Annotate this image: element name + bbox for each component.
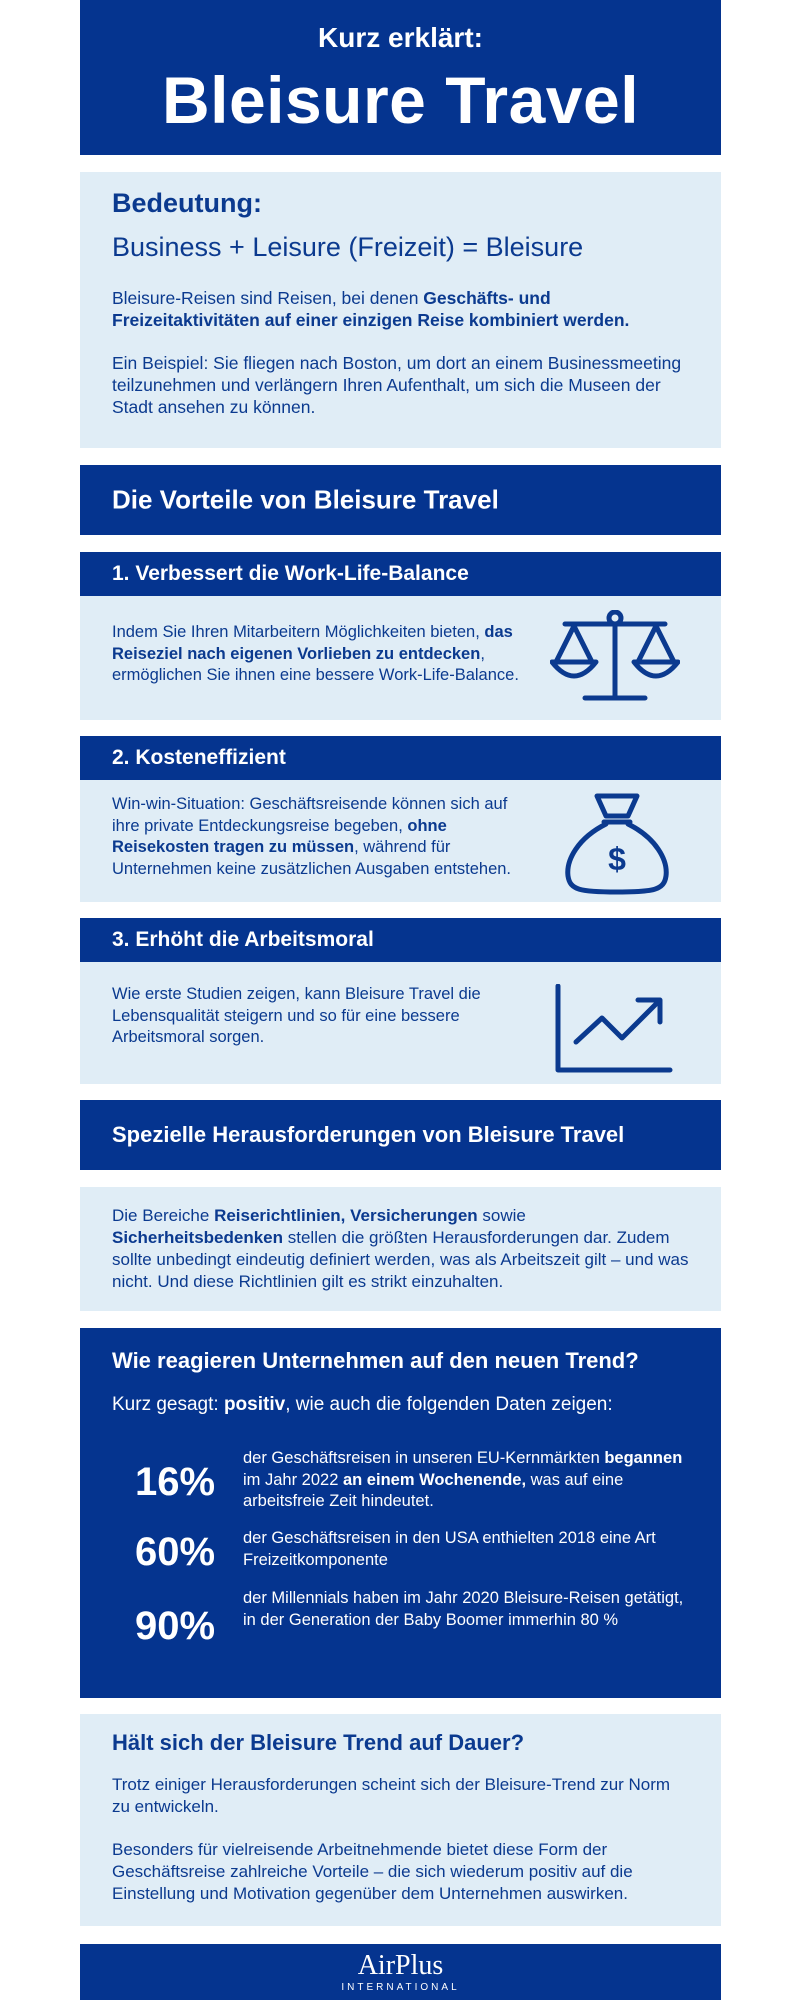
- stat-value: 60%: [135, 1530, 216, 1574]
- header-kicker: Kurz erklärt:: [318, 22, 483, 53]
- stat-text: der Millennials haben im Jahr 2020 Bleisure-Reisen getätigt, in der Generation der Baby Boomer immerhin 80 %: [243, 1589, 684, 1629]
- future-paragraph-2: Besonders für vielreisende Arbeitnehmende bietet diese Form der Geschäftsreise zahlreiche Vorteile – die sich wiederum positiv auf die Einstellung und Motivation gegenüber dem Unternehmen auswirken.: [112, 1840, 633, 1903]
- advantage-1-title: 1. Verbessert die Work-Life-Balance: [112, 562, 469, 585]
- advantage-3-header: [80, 918, 721, 962]
- advantage-3-title: 3. Erhöht die Arbeitsmoral: [112, 928, 374, 951]
- meaning-paragraph-2: Ein Beispiel: Sie fliegen nach Boston, um dort an einem Businessmeeting teilzunehmen und verlängern Ihren Aufenthalt, um sich die Museen der Stadt ansehen zu können.: [112, 353, 682, 417]
- balance-scale-icon: [550, 610, 680, 710]
- stat-value: 90%: [135, 1604, 216, 1648]
- svg-text:$: $: [608, 841, 626, 877]
- challenges-text: Die Bereiche Reiserichtlinien, Versicherungen sowie Sicherheitsbedenken stellen die größten Herausforderungen dar. Zudem sollte unbedingt eindeutig definiert werden, was als Arbeitszeit gilt – und was nicht. Und diese Richtlinien gilt es strikt einzuhalten.: [112, 1206, 689, 1291]
- page-title: Bleisure Travel: [161, 63, 640, 137]
- meaning-paragraph-1: Bleisure-Reisen sind Reisen, bei denen Geschäfts- und Freizeitaktivitäten auf einer einzigen Reise kombiniert werden.: [112, 288, 630, 330]
- stat-value: 16%: [135, 1460, 216, 1504]
- reaction-section: [80, 1328, 721, 1698]
- meaning-heading: Bedeutung:: [112, 188, 262, 218]
- advantage-2-title: 2. Kosteneffizient: [112, 746, 286, 769]
- advantage-1-header: [80, 552, 721, 596]
- advantage-3-card: [80, 962, 721, 1084]
- airplus-logo-subtitle: INTERNATIONAL: [341, 1982, 460, 1993]
- stat-text: der Geschäftsreisen in unseren EU-Kernmärkten begannen im Jahr 2022 an einem Wochenende, was auf eine arbeitsfreie Zeit hindeutet.: [243, 1449, 683, 1510]
- meaning-formula: Business + Leisure (Freizeit) = Bleisure: [112, 232, 584, 262]
- meaning-section: [80, 172, 721, 448]
- advantage-2-text: Win-win-Situation: Geschäftsreisende können sich auf ihre private Entdeckungsreise begeben, ohne Reisekosten tragen zu müssen, während für Unternehmen keine zusätzlichen Ausgaben entstehen.: [112, 795, 512, 878]
- trend-up-chart-icon: [554, 984, 676, 1076]
- advantage-2-header: [80, 736, 721, 780]
- future-section: [80, 1714, 721, 1926]
- challenges-banner: [80, 1100, 721, 1170]
- advantages-banner: [80, 465, 721, 535]
- challenges-title: Spezielle Herausforderungen von Bleisure Travel: [112, 1122, 625, 1147]
- advantage-1-text: Indem Sie Ihren Mitarbeitern Möglichkeiten bieten, das Reiseziel nach eigenen Vorlieben zu entdecken, ermöglichen Sie ihnen eine bessere Work-Life-Balance.: [112, 623, 519, 684]
- stat-text: der Geschäftsreisen in den USA enthielten 2018 eine Art Freizeitkomponente: [243, 1529, 656, 1569]
- future-paragraph-1: Trotz einiger Herausforderungen scheint sich der Bleisure-Trend zur Norm zu entwickeln.: [112, 1775, 671, 1816]
- challenges-card: [80, 1187, 721, 1311]
- airplus-logo: AirPlus: [357, 1950, 444, 1981]
- advantage-2-card: [80, 780, 721, 902]
- advantage-3-text: Wie erste Studien zeigen, kann Bleisure Travel die Lebensqualität steigern und so für eine bessere Arbeitsmoral sorgen.: [112, 985, 481, 1046]
- footer-logo-bar: [80, 1944, 721, 2000]
- advantage-1-card: [80, 596, 721, 720]
- reaction-heading: Wie reagieren Unternehmen auf den neuen Trend?: [112, 1348, 639, 1373]
- reaction-subheading: Kurz gesagt: positiv, wie auch die folgenden Daten zeigen:: [112, 1394, 613, 1415]
- advantages-title: Die Vorteile von Bleisure Travel: [112, 484, 499, 515]
- future-heading: Hält sich der Bleisure Trend auf Dauer?: [112, 1730, 525, 1755]
- money-bag-icon: [564, 792, 670, 896]
- header-banner: [80, 0, 721, 155]
